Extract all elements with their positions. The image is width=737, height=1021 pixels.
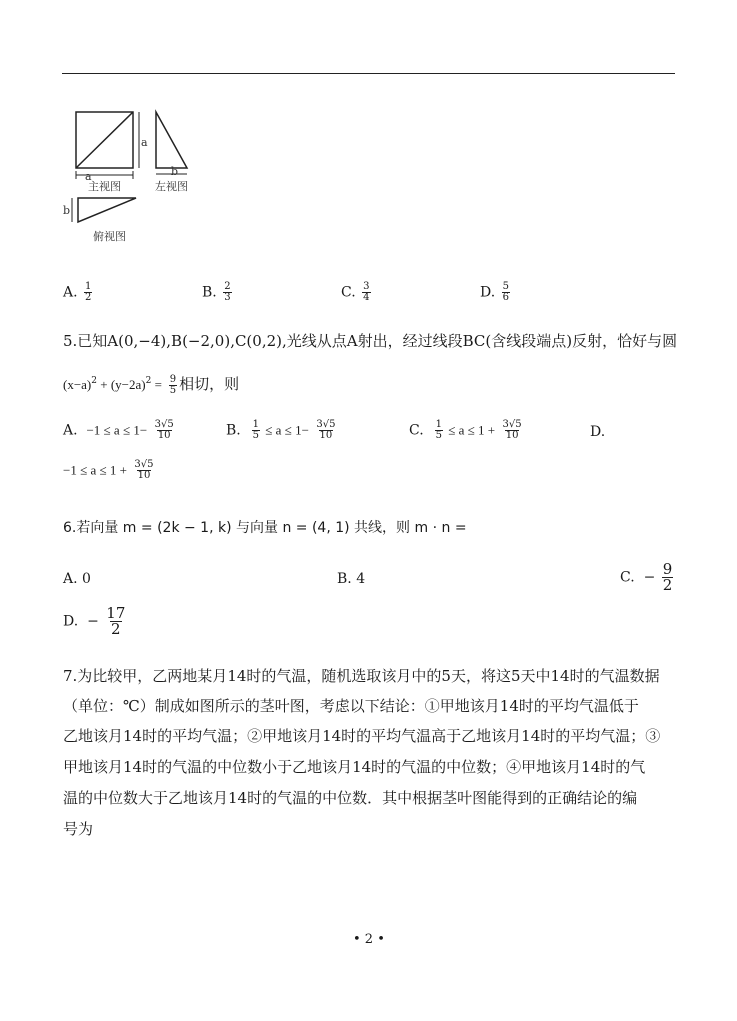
fraction: $\frac{1}{5}$ <box>435 419 442 441</box>
q6-option-b[interactable]: B. 4 <box>337 571 366 587</box>
fraction: $\frac{5}{6}$ <box>502 281 510 303</box>
fraction: $\frac{9}{2}$ <box>662 560 673 594</box>
fraction: $\frac{3√5}{10}$ <box>502 419 522 441</box>
q4-option-b[interactable] <box>202 282 234 303</box>
side-view-triangle <box>156 112 187 168</box>
fraction: $\frac{3√5}{10}$ <box>316 419 336 441</box>
option-letter: D. <box>480 284 496 301</box>
q5-option-c[interactable]: C. $\frac{1}{5}$ ≤ a ≤ 1 + $\frac{3√5}{10}$ <box>409 419 522 441</box>
q4-option-d[interactable] <box>480 282 512 303</box>
q6-option-c[interactable]: C. − $\frac{9}{2}$ <box>620 560 673 594</box>
q5-option-d-letter[interactable]: D. <box>590 424 606 440</box>
top-view-label: 俯视图 <box>93 230 126 243</box>
dim-a-right-label: a <box>141 136 148 149</box>
q6-stem: 6.若向量 m = (2k − 1, k) 与向量 n = (4, 1) 共线，则 m · n = <box>63 520 467 536</box>
q7-line-6: 号为 <box>63 820 94 838</box>
header-rule <box>62 73 675 74</box>
dim-b-top-label: b <box>63 204 71 217</box>
fraction: $\frac{3}{4}$ <box>363 281 370 303</box>
fraction: $\frac{1}{5}$ <box>252 419 260 441</box>
q4-option-a[interactable] <box>63 282 94 303</box>
q5-option-b[interactable]: B. $\frac{1}{5}$ ≤ a ≤ 1− $\frac{3√5}{10}$ <box>226 419 336 441</box>
dim-b-side-label: b <box>171 165 179 178</box>
q7-line-4: 甲地该月14时的气温的中位数小于乙地该月14时的气温的中位数；④甲地该月14时的气 <box>63 758 646 776</box>
q6-option-d[interactable]: D. − $\frac{17}{2}$ <box>63 604 126 638</box>
fraction: $\frac{1}{2}$ <box>85 281 92 303</box>
fraction: $\frac{3√5}{10}$ <box>134 459 154 481</box>
top-view-triangle <box>78 198 136 222</box>
q4-option-c[interactable] <box>341 282 373 303</box>
front-view-label: 主视图 <box>88 180 121 193</box>
option-letter: C. <box>341 284 356 301</box>
q5-stem-line1: 5.已知A(0,−4),B(−2,0),C(0,2),光线从点A射出，经过线段BC(含线段端点)反射，恰好与圆 <box>63 332 678 350</box>
q7-line-5: 温的中位数大于乙地该月14时的气温的中位数．其中根据茎叶图能得到的正确结论的编 <box>63 789 638 807</box>
option-letter: B. <box>202 284 217 301</box>
fraction: $\frac{9}{5}$ <box>169 373 177 396</box>
side-view-label: 左视图 <box>155 180 188 193</box>
page-number: • 2 • <box>353 932 385 947</box>
q5-option-a[interactable]: A. −1 ≤ a ≤ 1− $\frac{3√5}{10}$ <box>63 419 174 441</box>
option-letter: A. <box>63 284 78 301</box>
q6-option-a[interactable]: A. 0 <box>63 571 91 587</box>
fraction: $\frac{17}{2}$ <box>106 604 126 638</box>
q5-stem-line2: $(x-a)^2 + (y-2a)^2$ = $\frac{9}{5}$ 相切，则 <box>63 373 240 396</box>
q7-line-2: （单位：℃）制成如图所示的茎叶图，考虑以下结论：①甲地该月14时的平均气温低于 <box>63 697 639 715</box>
fraction: $\frac{2}{3}$ <box>224 281 231 303</box>
three-view-figure <box>62 92 202 252</box>
front-view-diagonal <box>76 112 133 168</box>
q7-line-1: 7.为比较甲，乙两地某月14时的气温，随机选取该月中的5天，将这5天中14时的气温数据 <box>63 667 660 685</box>
q7-line-3: 乙地该月14时的平均气温；②甲地该月14时的平均气温高于乙地该月14时的平均气温；③ <box>63 727 661 745</box>
dim-a-bottom-label: a <box>85 170 92 183</box>
q5-option-d[interactable]: −1 ≤ a ≤ 1 + $\frac{3√5}{10}$ <box>63 459 154 481</box>
fraction: $\frac{3√5}{10}$ <box>154 419 174 441</box>
